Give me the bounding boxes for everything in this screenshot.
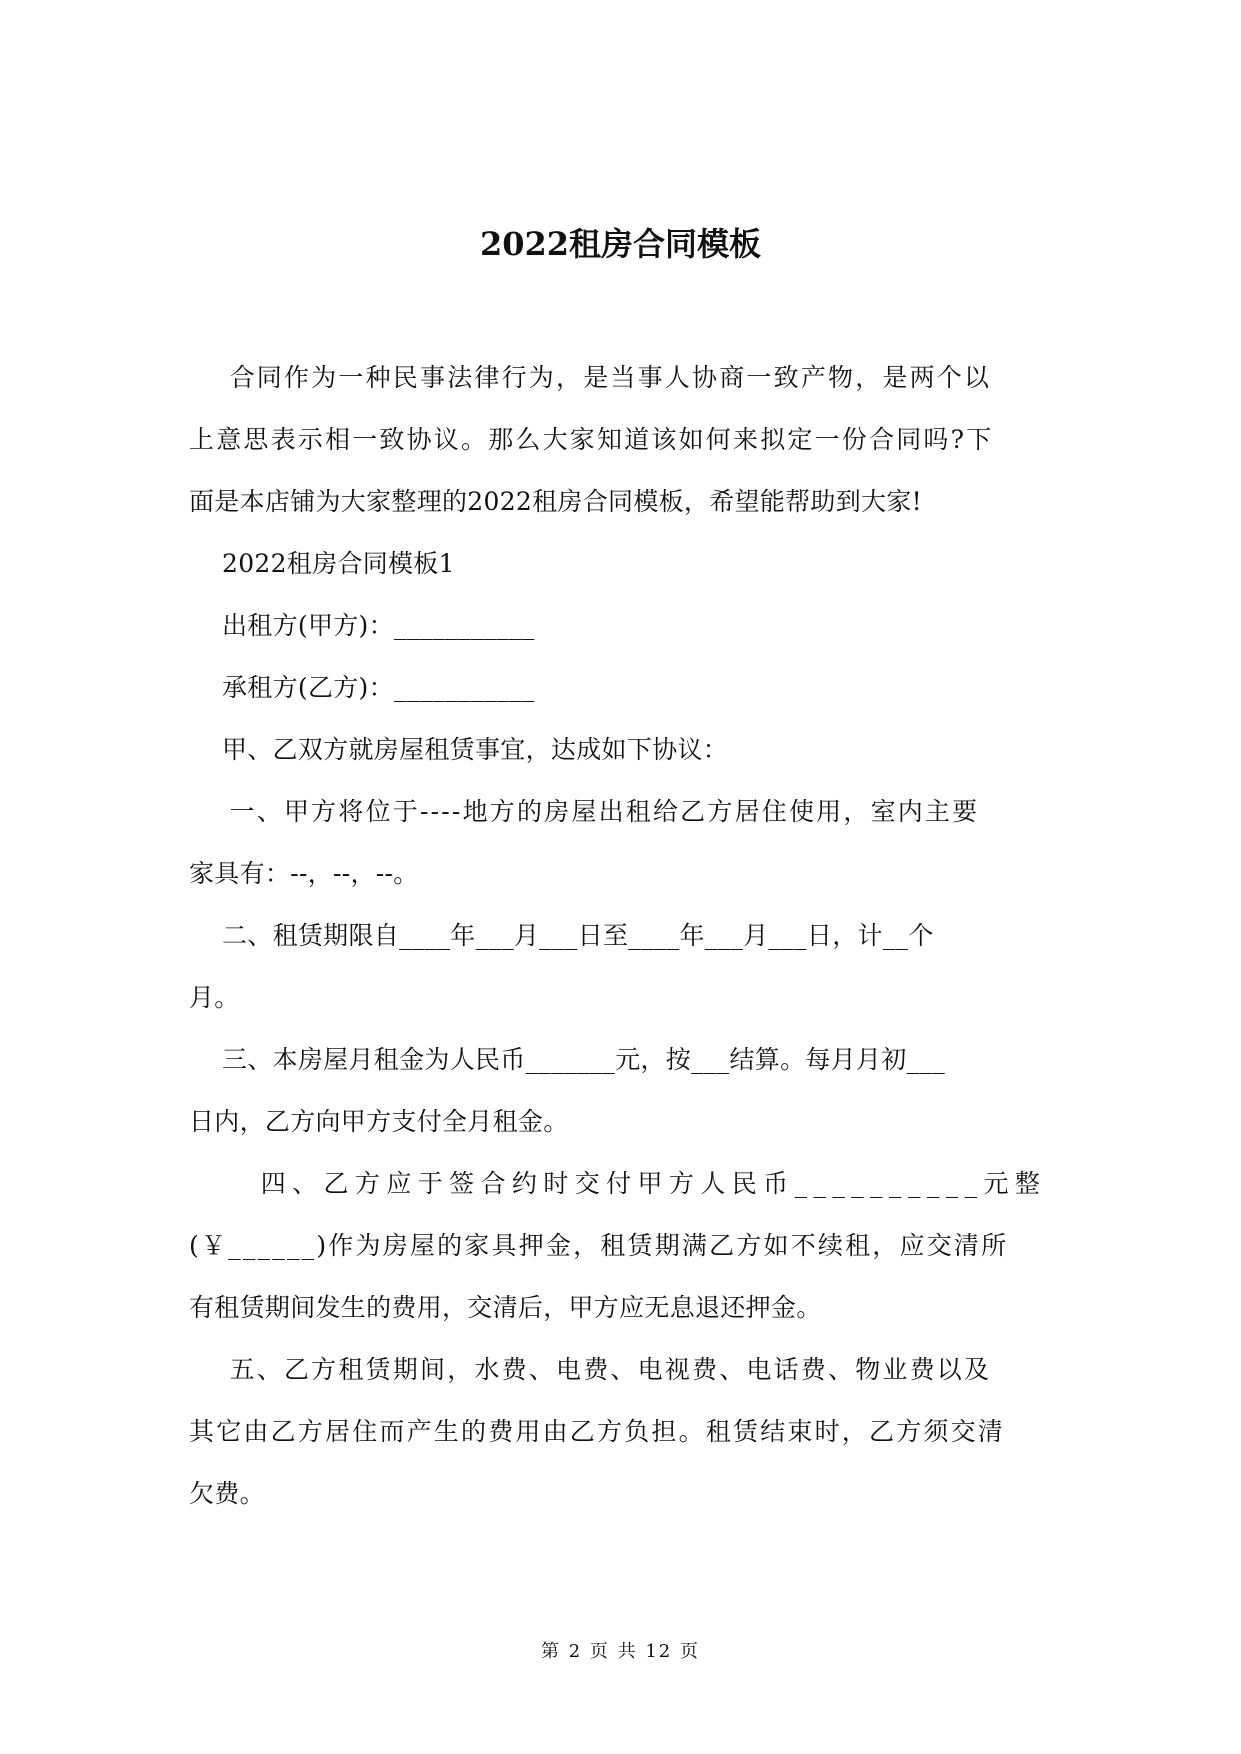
paragraph-line: 日内，乙方向甲方支付全月租金。 (189, 1107, 569, 1136)
paragraph-line: 2022租房合同模板1 (189, 549, 455, 578)
paragraph-line: 五、乙方租赁期间，水费、电费、电视费、电话费、物业费以及 (189, 1355, 992, 1384)
paragraph-line: 上意思表示相一致协议。那么大家知道该如何来拟定一份合同吗?下 (189, 425, 994, 454)
paragraph-line: (￥______)作为房屋的家具押金，租赁期满乙方如不续租，应交清所 (189, 1231, 1009, 1260)
page-title: 2022租房合同模板 (479, 225, 762, 263)
paragraph-line: 四、乙方应于签合约时交付甲方人民币__________元整 (189, 1169, 1047, 1198)
paragraph-line: 有租赁期间发生的费用，交清后，甲方应无息退还押金。 (189, 1293, 822, 1322)
paragraph-line: 面是本店铺为大家整理的2022租房合同模板，希望能帮助到大家! (189, 487, 922, 516)
paragraph-line: 二、租赁期限自____年___月___日至____年___月___日，计__个 (189, 921, 934, 950)
paragraph-line: 合同作为一种民事法律行为，是当事人协商一致产物，是两个以 (189, 363, 992, 392)
paragraph-line: 其它由乙方居住而产生的费用由乙方负担。租赁结束时，乙方须交清 (189, 1417, 1006, 1446)
page-footer: 第 2 页 共 12 页 (541, 1641, 700, 1662)
paragraph-line: 欠费。 (189, 1479, 265, 1508)
paragraph-line: 甲、乙双方就房屋租赁事宜，达成如下协议： (189, 735, 728, 764)
paragraph-line: 月。 (189, 983, 240, 1012)
paragraph-line: 三、本房屋月租金为人民币_______元，按___结算。每月月初___ (189, 1045, 945, 1074)
paragraph-line: 承租方(乙方)：___________ (189, 673, 535, 702)
paragraph-line: 一、甲方将位于----地方的房屋出租给乙方居住使用，室内主要 (189, 797, 980, 826)
paragraph-line: 出租方(甲方)：___________ (189, 611, 535, 640)
paragraph-line: 家具有：--，--，--。 (189, 859, 419, 888)
